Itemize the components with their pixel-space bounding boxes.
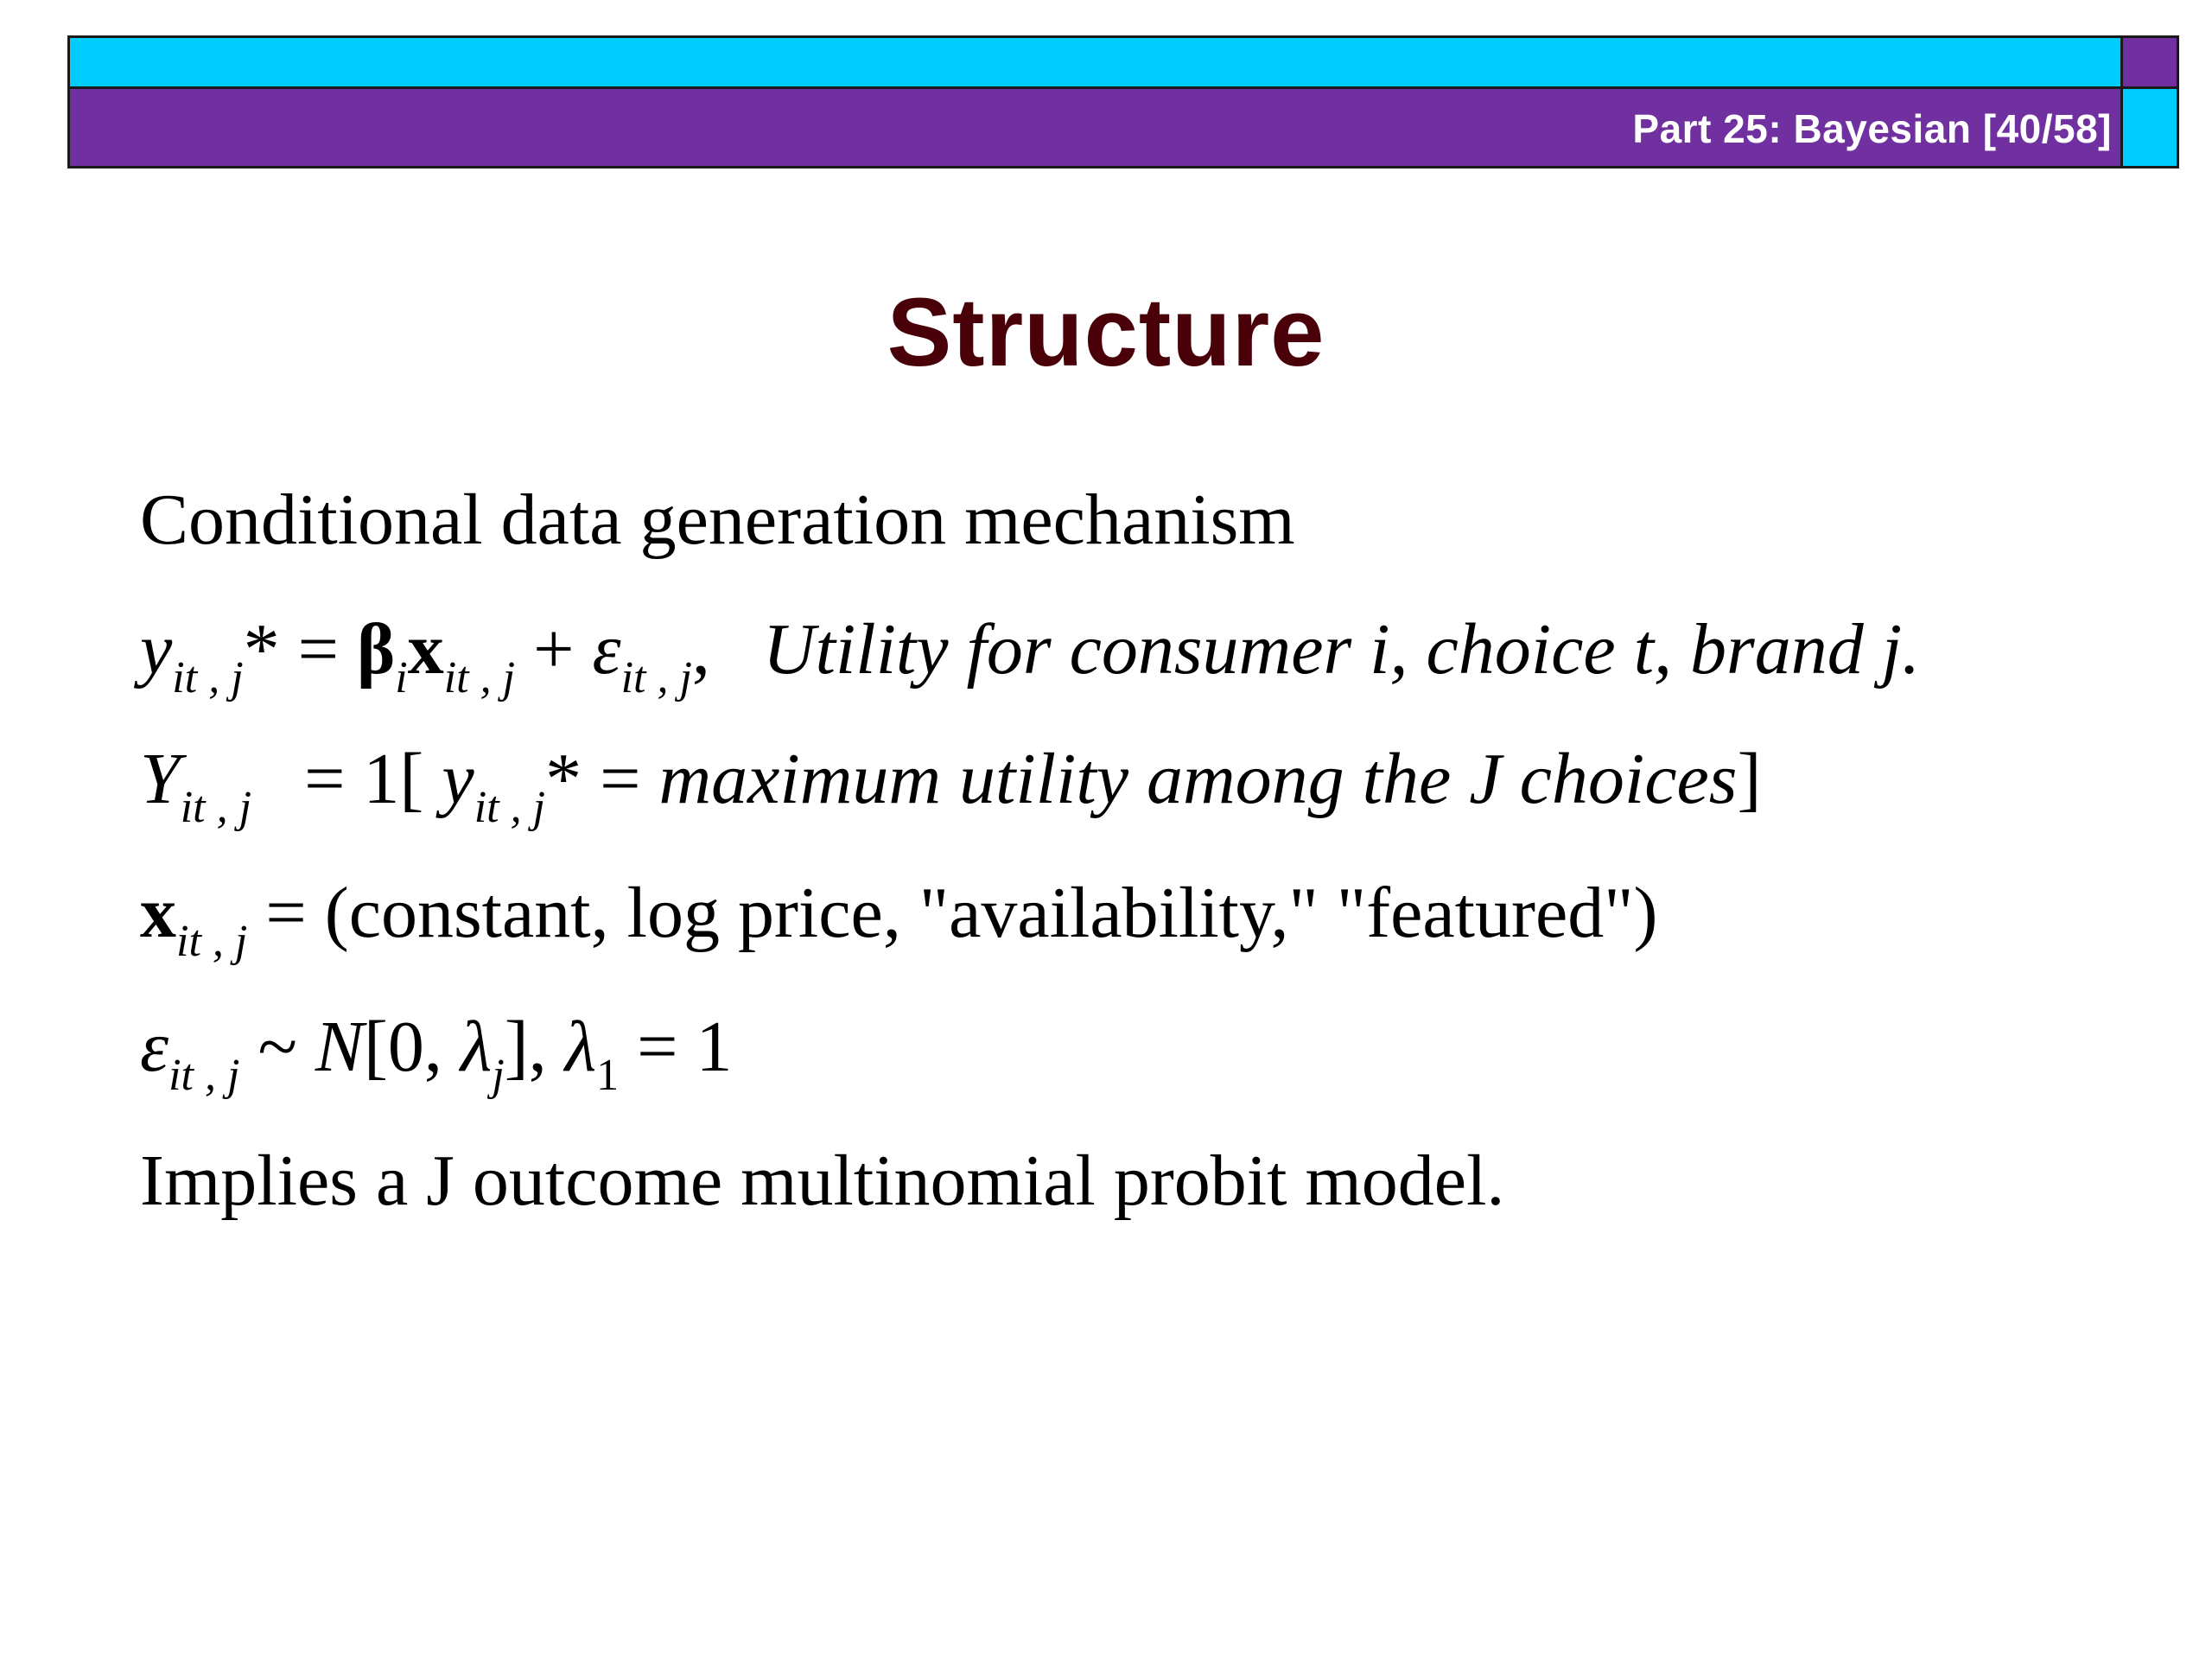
comma: , [691,609,710,690]
var-epsilon: ε [592,609,621,690]
var-lambda-1: λ [564,1007,597,1087]
equals-one: = 1 [637,1007,733,1087]
var-Y: Y [140,739,181,819]
line-utility-equation [140,609,1921,702]
sub-x-bold: it , j [176,917,248,966]
close-bracket: ] [1737,739,1762,819]
utility-description: Utility for consumer i, choice t, brand j. [762,609,1921,690]
slide-header [67,35,2179,168]
var-x: x [407,609,444,690]
header-cyan-bar [67,35,2123,89]
sub-y-star: it , j [474,783,546,832]
line-covariates [140,873,1658,966]
line-conclusion: Implies a J outcome multinomial probit model. [140,1141,1505,1221]
var-epsilon: ε [140,1007,169,1087]
mid-bracket: ], [504,1007,565,1087]
tilde: ~ [257,1007,297,1087]
header-corner-cyan-box [2123,89,2179,168]
star-equals: * = [545,739,641,819]
line-error-distribution [140,1007,733,1100]
sub-lambda-1: 1 [596,1051,620,1100]
slide-title: Structure [887,278,1325,386]
sub-y: it , j [172,653,244,702]
plus-sign: + [533,609,575,690]
line-mechanism: Conditional data generation mechanism [140,480,1295,560]
sub-Y: it , j [180,783,252,832]
sub-x: it , j [443,653,516,702]
var-y-star: y [442,739,474,819]
var-y: y [140,609,173,690]
sub-epsilon: it , j [168,1051,240,1100]
covariates-list: = (constant, log price, "availability," "featured") [265,873,1658,953]
var-x-bold: x [140,873,176,953]
sub-lambda-j: j [492,1051,505,1100]
star-equals: * = [243,609,340,690]
sub-epsilon: it , j [620,653,692,702]
sub-beta: i [395,653,408,702]
header-corner-purple-box [2123,35,2179,89]
line-choice-indicator [140,739,1762,832]
var-beta: β [357,609,396,690]
max-utility-text: maximum utility among the J choices [658,739,1738,819]
header-label: Part 25: Bayesian [40/58] [1632,106,2112,151]
open-bracket: [0, [363,1007,461,1087]
var-N: N [315,1007,364,1087]
var-lambda-j: λ [460,1007,493,1087]
equals-indicator: = 1[ [304,739,424,819]
